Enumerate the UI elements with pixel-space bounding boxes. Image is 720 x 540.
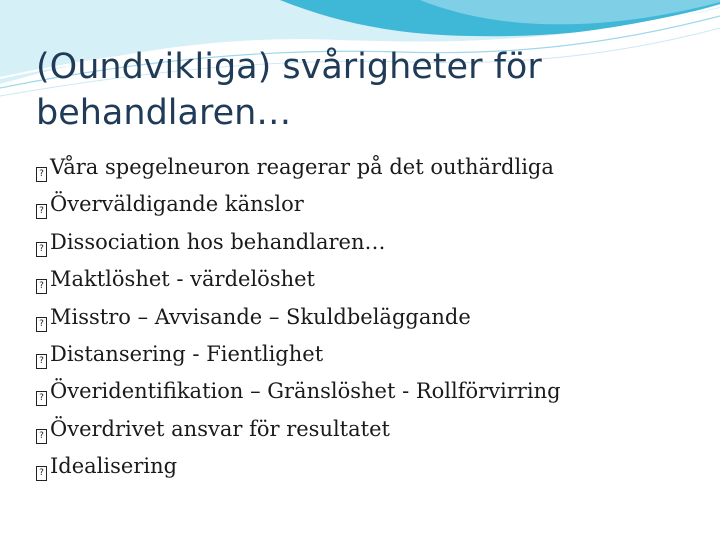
bullet-text: Dissociation hos behandlaren…	[50, 229, 386, 254]
bullet-item	[36, 305, 706, 342]
bullet-item	[36, 379, 706, 416]
bullet-text: Misstro – Avvisande – Skuldbeläggande	[50, 304, 471, 329]
bullet-text: Överidentifikation – Gränslöshet - Rollförvirring	[50, 379, 561, 404]
bullet-text: Maktlöshet - värdelöshet	[50, 267, 315, 292]
missing-glyph-bullet-icon: ?	[36, 204, 47, 219]
missing-glyph-bullet-icon: ?	[36, 167, 47, 182]
bullet-item	[36, 267, 706, 304]
missing-glyph-bullet-icon: ?	[36, 391, 47, 406]
bullet-item	[36, 454, 706, 491]
bullet-list	[36, 155, 706, 492]
missing-glyph-bullet-icon: ?	[36, 429, 47, 444]
bullet-text: Idealisering	[50, 454, 178, 479]
bullet-item	[36, 192, 706, 229]
bullet-item	[36, 342, 706, 379]
missing-glyph-bullet-icon: ?	[36, 466, 47, 481]
bullet-text: Överdrivet ansvar för resultatet	[50, 416, 390, 441]
bullet-item	[36, 417, 706, 454]
bullet-text: Distansering - Fientlighet	[50, 341, 324, 366]
slide-title: (Oundvikliga) svårigheter för behandlaren…	[36, 47, 542, 133]
missing-glyph-bullet-icon: ?	[36, 279, 47, 294]
bullet-text: Överväldigande känslor	[50, 192, 304, 217]
bullet-item	[36, 155, 706, 192]
bullet-text: Våra spegelneuron reagerar på det outhärdliga	[50, 155, 554, 179]
bullet-item	[36, 230, 706, 267]
missing-glyph-bullet-icon: ?	[36, 242, 47, 257]
missing-glyph-bullet-icon: ?	[36, 354, 47, 369]
missing-glyph-bullet-icon: ?	[36, 317, 47, 332]
